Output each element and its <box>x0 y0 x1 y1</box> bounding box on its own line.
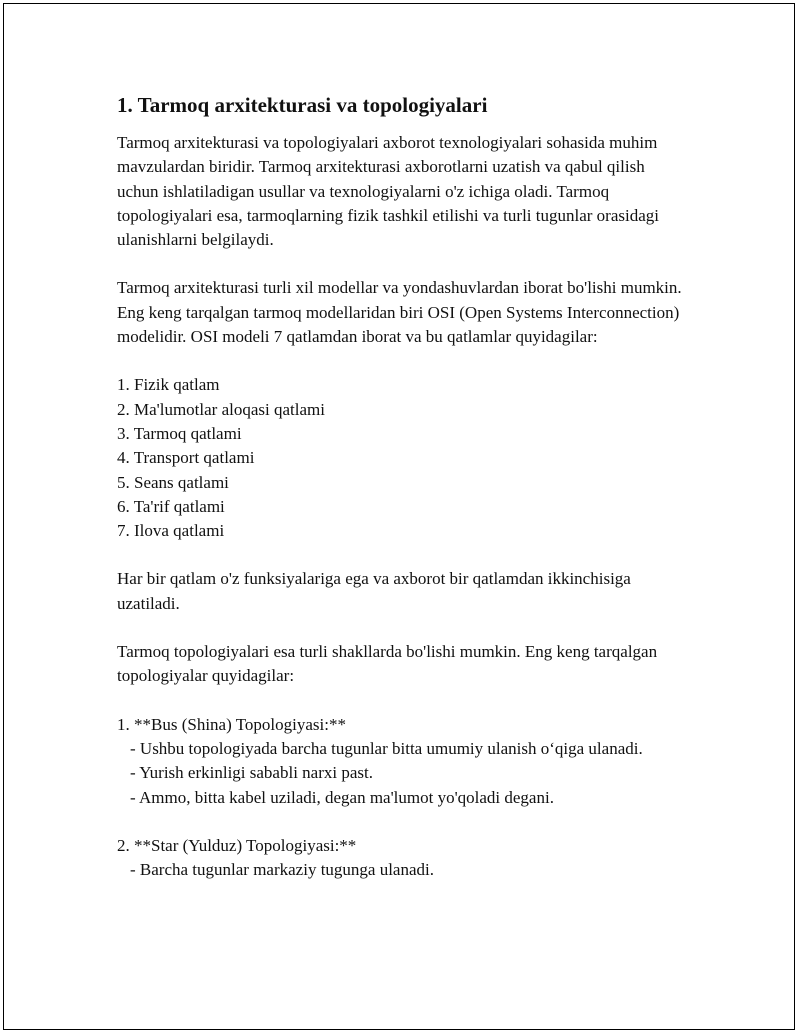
topology-point: - Barcha tugunlar markaziy tugunga ulanadi. <box>130 860 434 880</box>
topology-bus-section <box>117 713 687 810</box>
topology-point: - Ammo, bitta kabel uziladi, degan ma'lumot yo'qoladi degani. <box>130 787 554 807</box>
paragraph-osi: Tarmoq arxitekturasi turli xil modellar va yondashuvlardan iborat bo'lishi mumkin. Eng keng tarqalgan tarmoq modellaridan biri OSI (Open Systems Interconnection) modelidir. OSI modeli 7 qatlamdan iborat va bu qatlamlar quyidagilar: <box>117 278 682 347</box>
list-item: 5. Seans qatlami <box>117 472 229 492</box>
paragraph-intro: Tarmoq arxitekturasi va topologiyalari axborot texnologiyalari sohasida muhim mavzulardan biridir. Tarmoq arxitekturasi axborotlarni uzatish va qabul qilish uchun ishlatiladigan usullar va texnologiyalarni o'z ichiga oladi. Tarmoq topologiyalari esa, tarmoqlarning fizik tashkil etilishi va turli tugunlar orasidagi ulanishlarni belgilaydi. <box>117 133 659 250</box>
list-item: 1. Fizik qatlam <box>117 375 220 395</box>
paragraph-layer-function: Har bir qatlam o'z funksiyalariga ega va axborot bir qatlamdan ikkinchisiga uzatiladi. <box>117 569 631 613</box>
paragraph-topologies: Tarmoq topologiyalari esa turli shakllarda bo'lishi mumkin. Eng keng tarqalgan topologiyalar quyidagilar: <box>117 642 658 686</box>
document-page <box>117 90 687 906</box>
list-item: 3. Tarmoq qatlami <box>117 423 242 443</box>
osi-layer-list <box>117 373 687 543</box>
topology-point: - Yurish erkinligi sababli narxi past. <box>130 763 373 783</box>
list-item: 6. Ta'rif qatlami <box>117 496 225 516</box>
topology-heading: 2. **Star (Yulduz) Topologiyasi:** <box>117 835 357 855</box>
list-item: 7. Ilova qatlami <box>117 521 225 541</box>
topology-point: - Ushbu topologiyada barcha tugunlar bitta umumiy ulanish o‘qiga ulanadi. <box>130 738 643 758</box>
list-item: 2. Ma'lumotlar aloqasi qatlami <box>117 399 325 419</box>
topology-star-section <box>117 834 687 883</box>
list-item: 4. Transport qatlami <box>117 448 255 468</box>
document-title: 1. Tarmoq arxitekturasi va topologiyalari <box>117 93 488 117</box>
topology-heading: 1. **Bus (Shina) Topologiyasi:** <box>117 714 346 734</box>
